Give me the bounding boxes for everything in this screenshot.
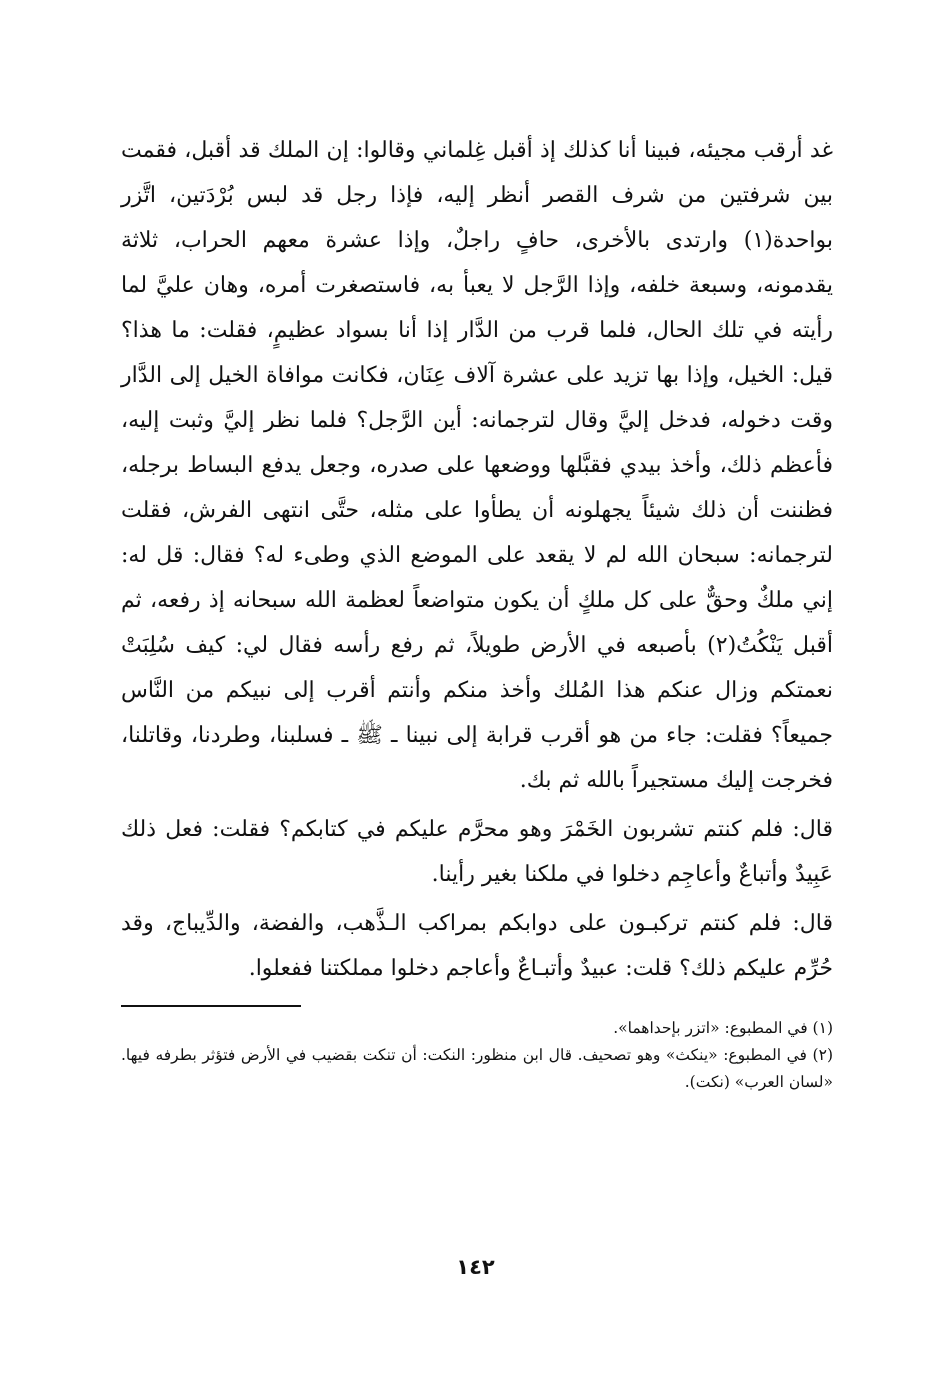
paragraph-3: قال: فلم كنتم تركبـون على دوابكم بمراكب الـذَّهب، والفضة، والدِّيباج، وقد حُرِّم عليكم ذلك؟ قلت: عبيدٌ وأتبـاعٌ وأعاجم دخلوا مملكتنا ففعلوا. [121, 911, 833, 981]
footnote-divider [121, 1005, 301, 1007]
footnote-2: (٢) في المطبوع: «ينكث» وهو تصحيف. قال ابن منظور: النكت: أن تنكت بقضيب في الأرض فتؤثر بطرفه فيها. «لسان العرب» (نكت). [121, 1046, 833, 1091]
paragraph-2: قال: فلم كنتم تشربون الخَمْرَ وهو محرَّم عليكم في كتابكم؟ فقلت: فعل ذلك عَبِيدٌ وأتباعٌ وأعاجِم دخلوا في ملكنا بغير رأينا. [121, 817, 833, 887]
main-text [121, 128, 833, 991]
page-body [121, 128, 833, 1096]
paragraph-1: غد أرقب مجيئه، فبينا أنا كذلك إذ أقبل غِلماني وقالوا: إن الملك قد أقبل، فقمت بين شرفتين من شرف القصر أنظر إليه، فإذا رجل قد لبس بُرْدَتين، اتَّزر بواحدة(١) وارتدى بالأخرى، حافٍ راجلٌ، وإذا عشرة معهم الحراب، ثلاثة يقدمونه، وسبعة خلفه، وإذا الرَّجل لا يعبأ به، فاستصغرت أمره، وهان عليَّ لما رأيته في تلك الحال، فلما قرب من الدَّار إذا أنا بسواد عظيمٍ، فقلت: ما هذا؟ قيل: الخيل، وإذا بها تزيد على عشرة آلاف عِنَان، فكانت موافاة الخيل إلى الدَّار وقت دخوله، فدخل إليَّ وقال لترجمانه: أين الرَّجل؟ فلما نظر إليَّ وثبت إليه، فأعظم ذلك، وأخذ بيدي فقبَّلها ووضعها على صدره، وجعل يدفع البساط برجله، فظننت أن ذلك شيئاً يجهلونه أن يطأوا على مثله، حتَّى انتهى الفرش، فقلت لترجمانه: سبحان الله لم لا يقعد على الموضع الذي وطىء له؟ فقال: قل له: إني ملكٌ وحقٌّ على كل ملكٍ أن يكون متواضعاً لعظمة الله سبحانه إذ رفعه، ثم أقبل يَنْكُتُ(٢) بأصبعه في الأرض طويلاً، ثم رفع رأسه فقال لي: كيف سُلِبَتْ نعمتكم وزال عنكم هذا المُلك وأخذ منكم وأنتم أقرب إلى نبيكم من النَّاس جميعاً؟ فقلت: جاء من هو أقرب قرابة إلى نبينا ـ ﷺ ـ فسلبنا، وطردنا، وقاتلنا، فخرجت إليك مستجيراً بالله ثم بك. [121, 138, 833, 793]
footnotes [121, 1015, 833, 1096]
page-number: ١٤٢ [456, 1255, 495, 1279]
footnote-1: (١) في المطبوع: «اتزر بإحداهما». [613, 1019, 833, 1037]
